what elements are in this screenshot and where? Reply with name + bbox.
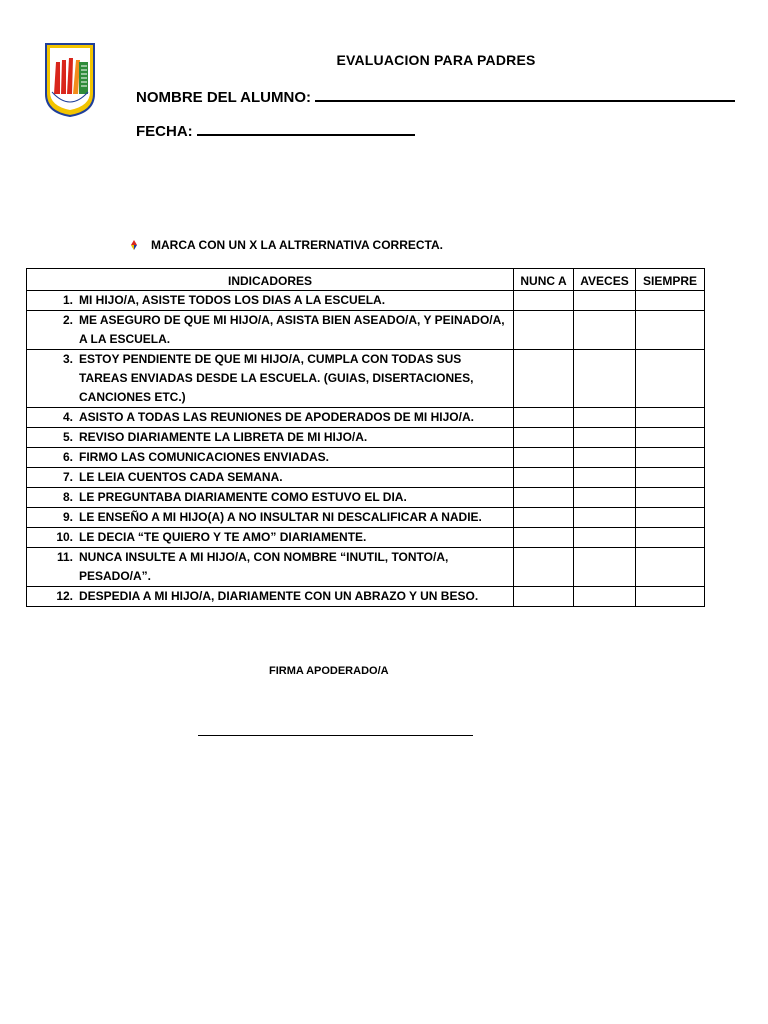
indicator-item xyxy=(27,291,509,310)
date-label: FECHA: xyxy=(136,123,193,140)
table-row xyxy=(27,428,705,448)
indicator-cell xyxy=(27,428,514,448)
indicator-number: 9. xyxy=(62,510,73,524)
indicator-item xyxy=(27,448,509,467)
header-aveces: AVECES xyxy=(574,269,636,291)
indicator-cell xyxy=(27,408,514,428)
table-row xyxy=(27,448,705,468)
table-row xyxy=(27,488,705,508)
indicator-cell xyxy=(27,291,514,311)
answer-siempre-cell[interactable] xyxy=(636,408,705,428)
header-indicadores: INDICADORES xyxy=(27,269,514,291)
indicator-cell xyxy=(27,488,514,508)
answer-siempre-cell[interactable] xyxy=(636,350,705,408)
document-title xyxy=(0,52,768,68)
indicator-number: 8. xyxy=(62,490,73,504)
indicator-item xyxy=(27,488,509,507)
indicator-item xyxy=(27,508,509,527)
indicator-item xyxy=(27,408,509,427)
indicator-cell xyxy=(27,350,514,408)
indicator-text: ESTOY PENDIENTE DE QUE MI HIJO/A, CUMPLA CON TODAS SUS TAREAS ENVIADAS DESDE LA ESCUELA. (GUIAS, DISERTACIONES, CANCIONES ETC.) xyxy=(79,352,474,404)
answer-siempre-cell[interactable] xyxy=(636,428,705,448)
indicator-number: 1. xyxy=(62,293,73,307)
indicator-cell xyxy=(27,448,514,468)
answer-aveces-cell[interactable] xyxy=(574,528,636,548)
arrow-bullet-icon xyxy=(128,239,140,251)
indicator-cell xyxy=(27,311,514,350)
signature-label: FIRMA APODERADO/A xyxy=(269,665,389,677)
indicator-cell xyxy=(27,548,514,587)
table-row xyxy=(27,587,705,607)
indicator-text: LE PREGUNTABA DIARIAMENTE COMO ESTUVO EL DIA. xyxy=(79,490,407,504)
answer-nunca-cell[interactable] xyxy=(514,488,574,508)
answer-aveces-cell[interactable] xyxy=(574,428,636,448)
indicator-text: LE LEIA CUENTOS CADA SEMANA. xyxy=(79,470,283,484)
answer-siempre-cell[interactable] xyxy=(636,311,705,350)
indicator-text: NUNCA INSULTE A MI HIJO/A, CON NOMBRE “INUTIL, TONTO/A, PESADO/A”. xyxy=(79,550,449,583)
answer-nunca-cell[interactable] xyxy=(514,508,574,528)
answer-nunca-cell[interactable] xyxy=(514,428,574,448)
answer-siempre-cell[interactable] xyxy=(636,488,705,508)
student-name-label: NOMBRE DEL ALUMNO: xyxy=(136,89,311,106)
header-siempre: SIEMPRE xyxy=(636,269,705,291)
table-row xyxy=(27,311,705,350)
indicator-text: ASISTO A TODAS LAS REUNIONES DE APODERADOS DE MI HIJO/A. xyxy=(79,410,474,424)
answer-siempre-cell[interactable] xyxy=(636,528,705,548)
answer-nunca-cell[interactable] xyxy=(514,311,574,350)
indicator-text: LE ENSEÑO A MI HIJO(A) A NO INSULTAR NI DESCALIFICAR A NADIE. xyxy=(79,510,482,524)
evaluation-table xyxy=(26,268,705,607)
date-field xyxy=(136,120,415,140)
answer-aveces-cell[interactable] xyxy=(574,468,636,488)
answer-siempre-cell[interactable] xyxy=(636,587,705,607)
answer-aveces-cell[interactable] xyxy=(574,291,636,311)
answer-nunca-cell[interactable] xyxy=(514,448,574,468)
indicator-item xyxy=(27,587,509,606)
answer-siempre-cell[interactable] xyxy=(636,548,705,587)
answer-siempre-cell[interactable] xyxy=(636,508,705,528)
indicator-number: 12. xyxy=(56,589,73,603)
indicator-number: 2. xyxy=(62,313,73,327)
indicator-cell xyxy=(27,587,514,607)
answer-aveces-cell[interactable] xyxy=(574,311,636,350)
indicator-text: ME ASEGURO DE QUE MI HIJO/A, ASISTA BIEN ASEADO/A, Y PEINADO/A, A LA ESCUELA. xyxy=(79,313,505,346)
indicator-item xyxy=(27,350,509,407)
indicator-text: FIRMO LAS COMUNICACIONES ENVIADAS. xyxy=(79,450,330,464)
answer-nunca-cell[interactable] xyxy=(514,548,574,587)
table-row xyxy=(27,408,705,428)
student-name-line xyxy=(315,86,735,102)
answer-aveces-cell[interactable] xyxy=(574,448,636,468)
indicator-number: 7. xyxy=(62,470,73,484)
indicator-number: 3. xyxy=(62,352,73,366)
instruction xyxy=(128,238,443,252)
answer-nunca-cell[interactable] xyxy=(514,468,574,488)
answer-aveces-cell[interactable] xyxy=(574,408,636,428)
indicator-number: 6. xyxy=(62,450,73,464)
indicator-item xyxy=(27,528,509,547)
table-row xyxy=(27,548,705,587)
table-header-row xyxy=(27,269,705,291)
document-title-text: EVALUACION PARA PADRES xyxy=(336,52,536,68)
indicator-item xyxy=(27,548,509,586)
answer-aveces-cell[interactable] xyxy=(574,548,636,587)
indicator-item xyxy=(27,311,509,349)
indicator-item xyxy=(27,428,509,447)
answer-aveces-cell[interactable] xyxy=(574,587,636,607)
table-row xyxy=(27,468,705,488)
answer-nunca-cell[interactable] xyxy=(514,528,574,548)
answer-nunca-cell[interactable] xyxy=(514,587,574,607)
answer-siempre-cell[interactable] xyxy=(636,468,705,488)
answer-aveces-cell[interactable] xyxy=(574,350,636,408)
table-row xyxy=(27,508,705,528)
header-nunca: NUNC A xyxy=(514,269,574,291)
indicator-number: 10. xyxy=(56,530,73,544)
instruction-text: MARCA CON UN X LA ALTRERNATIVA CORRECTA. xyxy=(151,238,443,252)
table-row xyxy=(27,350,705,408)
answer-aveces-cell[interactable] xyxy=(574,488,636,508)
student-name-field xyxy=(136,86,735,106)
table-row xyxy=(27,528,705,548)
answer-aveces-cell[interactable] xyxy=(574,508,636,528)
indicator-text: MI HIJO/A, ASISTE TODOS LOS DIAS A LA ESCUELA. xyxy=(79,293,386,307)
signature-line xyxy=(198,735,473,736)
date-line xyxy=(197,120,415,136)
indicator-cell xyxy=(27,508,514,528)
indicator-number: 11. xyxy=(56,550,73,564)
answer-siempre-cell[interactable] xyxy=(636,448,705,468)
table-row xyxy=(27,291,705,311)
answer-nunca-cell[interactable] xyxy=(514,291,574,311)
indicator-number: 5. xyxy=(62,430,73,444)
answer-nunca-cell[interactable] xyxy=(514,408,574,428)
answer-siempre-cell[interactable] xyxy=(636,291,705,311)
answer-nunca-cell[interactable] xyxy=(514,350,574,408)
indicator-number: 4. xyxy=(62,410,73,424)
indicator-text: REVISO DIARIAMENTE LA LIBRETA DE MI HIJO/A. xyxy=(79,430,368,444)
indicator-text: LE DECIA “TE QUIERO Y TE AMO” DIARIAMENTE. xyxy=(79,530,367,544)
indicator-item xyxy=(27,468,509,487)
indicator-cell xyxy=(27,468,514,488)
indicator-cell xyxy=(27,528,514,548)
indicator-text: DESPEDIA A MI HIJO/A, DIARIAMENTE CON UN ABRAZO Y UN BESO. xyxy=(79,589,479,603)
